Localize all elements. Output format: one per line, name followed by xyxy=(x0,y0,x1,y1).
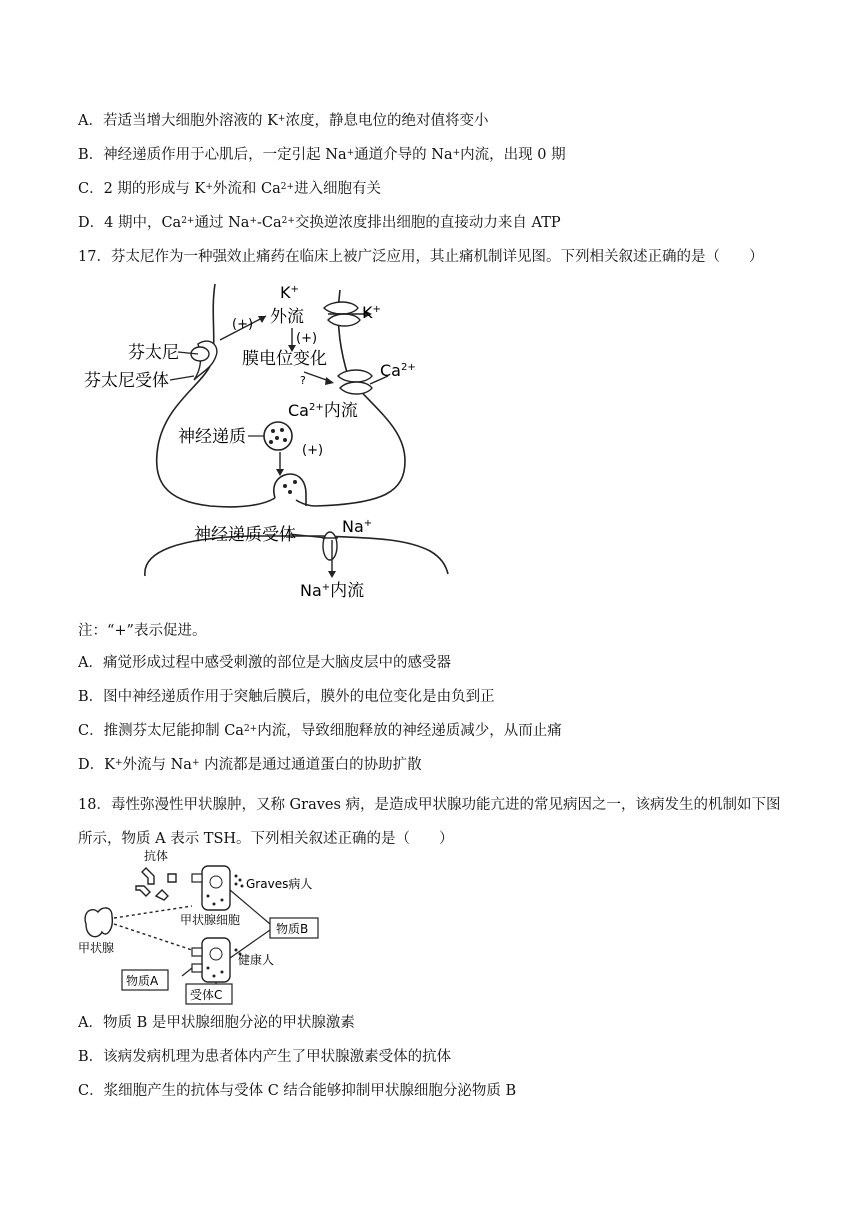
thyroid-cell-label: 甲状腺细胞 xyxy=(180,913,241,927)
q17-option-b: B．图中神经递质作用于突触后膜后，膜外的电位变化是由负到正 xyxy=(78,689,495,705)
plus-label-1: (+) xyxy=(232,317,254,332)
postsynaptic-membrane xyxy=(145,536,448,576)
synaptic-vesicle xyxy=(264,422,292,450)
graves-label: Graves病人 xyxy=(246,877,313,891)
na-channel xyxy=(323,532,337,560)
fentanyl-receptor-label: 芬太尼受体 xyxy=(84,371,169,391)
na-ion-label: Na+ xyxy=(342,517,373,536)
q18-stem: 18．毒性弥漫性甲状腺肿，又称 Graves 病，是造成甲状腺功能亢进的常见病因之一，该病发生的机制如下图所示，物质 A 表示 TSH。下列相关叙述正确的是（ ） xyxy=(78,797,781,847)
q17-option-a: A．痛觉形成过程中感受刺激的部位是大脑皮层中的感受器 xyxy=(78,655,451,671)
membrane-change-label: 膜电位变化 xyxy=(242,349,327,369)
antibody-4 xyxy=(168,874,176,882)
q17-stem: 17．芬太尼作为一种强效止痛药在临床上被广泛应用，其止痛机制详见图。下列相关叙述正确的是（ ） xyxy=(78,249,764,265)
substance-a-label: 物质A xyxy=(126,974,159,988)
synapse-diagram xyxy=(70,276,490,606)
plus-label-3: (+) xyxy=(302,443,324,458)
k-channel xyxy=(324,302,358,314)
receptor-c-label: 受体C xyxy=(190,988,223,1002)
q18-option-b: B．该病发病机理为患者体内产生了甲状腺激素受体的抗体 xyxy=(78,1049,452,1065)
q18-option-a: A．物质 B 是甲状腺细胞分泌的甲状腺激素 xyxy=(78,1015,355,1031)
q16-option-d: D．4 期中，$Ca^{2+}$通过 $Na^+-Ca^{2+}$交换逆浓度排出细胞的直接动力来自 ATP xyxy=(78,215,561,231)
k-ion-label: K+ xyxy=(280,283,299,302)
q16-option-c: C．2 期的形成与 K+外流和 $Ca^{2+}$进入细胞有关 xyxy=(78,181,382,197)
antibody-label: 抗体 xyxy=(144,849,169,863)
antibody-2 xyxy=(136,886,150,896)
q17-option-c: C．推测芬太尼能抑制 $Ca^{2+}$内流，导致细胞释放的神经递质减少，从而止痛 xyxy=(78,723,562,739)
presynaptic-terminal xyxy=(157,284,275,507)
graves-diagram xyxy=(76,846,356,1006)
thyroid-label: 甲状腺 xyxy=(78,941,115,955)
q17-option-d: D．K+外流与 Na+ 内流都是通过通道蛋白的协助扩散 xyxy=(78,757,422,773)
plus-label-2: (+) xyxy=(296,331,318,346)
ca-channel xyxy=(338,370,372,382)
outflow-label: 外流 xyxy=(270,307,304,327)
q17-note: 注：“+”表示促进。 xyxy=(78,623,207,639)
q16-option-b: B．神经递质作用于心肌后，一定引起 Na+通道介导的 Na+内流，出现 0 期 xyxy=(78,147,566,163)
antibody-1 xyxy=(142,868,154,884)
nt-receptor-label: 神经递质受体 xyxy=(194,525,296,545)
ca-inflow-label: $Ca^{2+}$内流 xyxy=(288,401,358,421)
fentanyl-label: 芬太尼 xyxy=(128,343,179,363)
substance-b-label: 物质B xyxy=(276,922,309,936)
thyroid-shape xyxy=(85,908,112,937)
healthy-label: 健康人 xyxy=(238,953,275,967)
question-mark: ? xyxy=(300,374,306,387)
antibody-3 xyxy=(156,890,168,900)
ca-ion-right-label: $Ca^{2+}$ xyxy=(380,361,416,380)
na-inflow-label: Na+内流 xyxy=(300,581,365,601)
k-ion-right-label: K+ xyxy=(362,303,381,322)
q18-option-c: C．浆细胞产生的抗体与受体 C 结合能够抑制甲状腺细胞分泌物质 B xyxy=(78,1083,517,1099)
vesicle-fusion xyxy=(274,474,306,506)
neurotransmitter-label: 神经递质 xyxy=(178,427,246,447)
q16-option-a: A．若适当增大细胞外溶液的 K+浓度，静息电位的绝对值将变小 xyxy=(78,113,489,129)
